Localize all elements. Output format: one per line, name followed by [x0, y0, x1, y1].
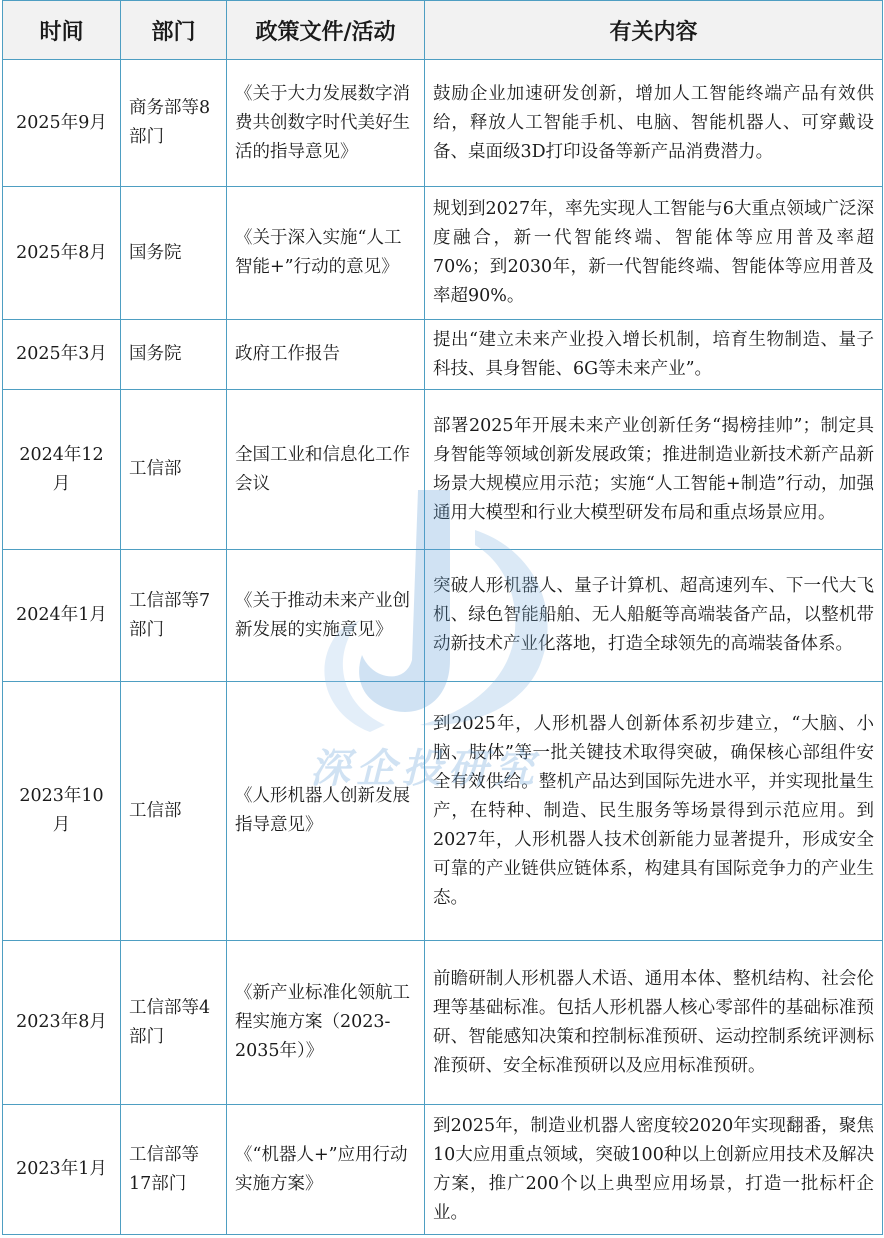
cell-time: 2023年10月	[3, 682, 121, 941]
cell-department: 商务部等8部门	[121, 60, 227, 187]
cell-department: 工信部等17部门	[121, 1105, 227, 1235]
table-row	[3, 682, 883, 941]
cell-department: 工信部	[121, 682, 227, 941]
cell-content: 部署2025年开展未来产业创新任务“揭榜挂帅”；制定具身智能等领域创新发展政策；推进制造业新技术新产品新场景大规模应用示范；实施“人工智能+制造”行动，加强通用大模型和行业大模型研发布局和重点场景应用。	[425, 390, 883, 550]
cell-content: 提出“建立未来产业投入增长机制，培育生物制造、量子科技、具身智能、6G等未来产业”。	[425, 320, 883, 390]
cell-content: 到2025年，人形机器人创新体系初步建立，“大脑、小脑、肢体”等一批关键技术取得突破，确保核心部组件安全有效供给。整机产品达到国际先进水平，并实现批量生产，在特种、制造、民生服务等场景得到示范应用。到2027年，人形机器人技术创新能力显著提升，形成安全可靠的产业链供应链体系，构建具有国际竞争力的产业生态。	[425, 682, 883, 941]
policy-table	[2, 0, 883, 1235]
table-row	[3, 320, 883, 390]
table-row	[3, 187, 883, 320]
cell-document: 《关于推动未来产业创新发展的实施意见》	[227, 550, 425, 682]
cell-content: 鼓励企业加速研发创新，增加人工智能终端产品有效供给，释放人工智能手机、电脑、智能机器人、可穿戴设备、桌面级3D打印设备等新产品消费潜力。	[425, 60, 883, 187]
cell-content: 到2025年，制造业机器人密度较2020年实现翻番，聚焦10大应用重点领域，突破100种以上创新应用技术及解决方案，推广200个以上典型应用场景，打造一批标杆企业。	[425, 1105, 883, 1235]
cell-document: 《关于深入实施“人工智能+”行动的意见》	[227, 187, 425, 320]
cell-document: 《关于大力发展数字消费共创数字时代美好生活的指导意见》	[227, 60, 425, 187]
cell-time: 2024年12月	[3, 390, 121, 550]
cell-document: 《人形机器人创新发展指导意见》	[227, 682, 425, 941]
cell-department: 工信部	[121, 390, 227, 550]
cell-department: 国务院	[121, 320, 227, 390]
cell-content: 规划到2027年，率先实现人工智能与6大重点领域广泛深度融合，新一代智能终端、智能体等应用普及率超70%；到2030年，新一代智能终端、智能体等应用普及率超90%。	[425, 187, 883, 320]
header-time: 时间	[3, 1, 121, 60]
cell-document: 《新产业标准化领航工程实施方案（2023-2035年）》	[227, 941, 425, 1105]
cell-time: 2025年3月	[3, 320, 121, 390]
cell-time: 2023年8月	[3, 941, 121, 1105]
table-row	[3, 550, 883, 682]
cell-content: 前瞻研制人形机器人术语、通用本体、整机结构、社会伦理等基础标准。包括人形机器人核心零部件的基础标准预研、智能感知决策和控制标准预研、运动控制系统评测标准预研、安全标准预研以及应用标准预研。	[425, 941, 883, 1105]
cell-document: 《“机器人+”应用行动实施方案》	[227, 1105, 425, 1235]
cell-time: 2025年8月	[3, 187, 121, 320]
watermark-text: 深企投研究	[310, 745, 540, 792]
cell-time: 2024年1月	[3, 550, 121, 682]
cell-content: 突破人形机器人、量子计算机、超高速列车、下一代大飞机、绿色智能船舶、无人船艇等高端装备产品，以整机带动新技术产业化落地，打造全球领先的高端装备体系。	[425, 550, 883, 682]
header-document: 政策文件/活动	[227, 1, 425, 60]
table-row	[3, 60, 883, 187]
table-row	[3, 390, 883, 550]
header-content: 有关内容	[425, 1, 883, 60]
cell-document: 政府工作报告	[227, 320, 425, 390]
table-row	[3, 941, 883, 1105]
cell-department: 工信部等4部门	[121, 941, 227, 1105]
cell-department: 工信部等7部门	[121, 550, 227, 682]
header-row	[3, 1, 883, 60]
header-department: 部门	[121, 1, 227, 60]
cell-document: 全国工业和信息化工作会议	[227, 390, 425, 550]
cell-time: 2023年1月	[3, 1105, 121, 1235]
cell-department: 国务院	[121, 187, 227, 320]
cell-time: 2025年9月	[3, 60, 121, 187]
table-row	[3, 1105, 883, 1235]
